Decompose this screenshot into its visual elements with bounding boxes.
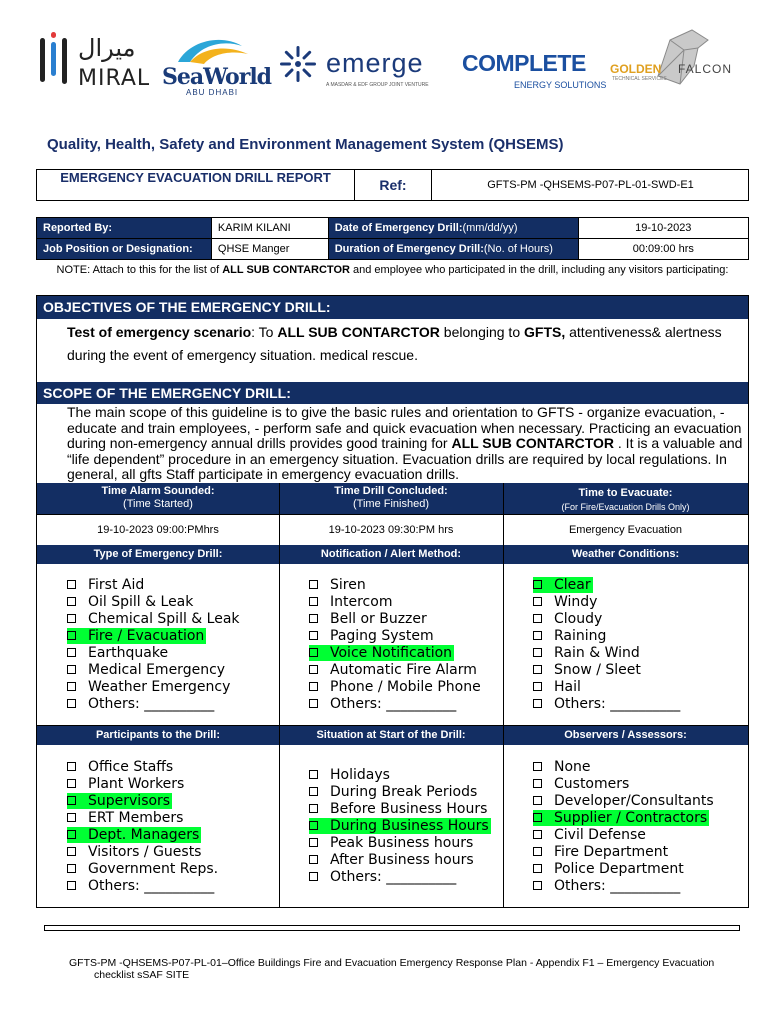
option-label: Raining [554, 628, 607, 644]
objectives-text-1: : To [251, 324, 278, 340]
option [309, 611, 427, 627]
option-label: Intercom [330, 594, 393, 610]
checkbox-icon[interactable] [67, 597, 76, 606]
checkbox-icon[interactable] [533, 864, 542, 873]
option-label: Oil Spill & Leak [88, 594, 194, 610]
option-label: Chemical Spill & Leak [88, 611, 240, 627]
option [533, 844, 668, 860]
checklist-item [533, 611, 680, 628]
option-label: Voice Notification [330, 645, 453, 661]
checklist-item [67, 827, 218, 844]
checkbox-icon[interactable] [67, 830, 76, 839]
option [309, 835, 473, 851]
checklist-item [309, 835, 491, 852]
table-row [37, 218, 749, 239]
checklist-item [67, 793, 218, 810]
checklist-item [67, 662, 240, 679]
option-label: Paging System [330, 628, 434, 644]
checklist-item [67, 577, 240, 594]
emerge-tagline: A MASDAR & EDF GROUP JOINT VENTURE [326, 82, 429, 88]
section1-header-row [37, 545, 748, 564]
option-label: Rain & Wind [554, 645, 640, 661]
checklist-item [533, 696, 680, 713]
checkbox-icon[interactable] [309, 631, 318, 640]
page-footer [69, 957, 739, 981]
checklist-item [309, 611, 481, 628]
seaworld-logo [160, 32, 272, 100]
checkbox-icon[interactable] [67, 779, 76, 788]
option-label: Civil Defense [554, 827, 646, 843]
checkbox-icon[interactable] [67, 881, 76, 890]
time-header-row [37, 483, 748, 514]
table-row [37, 239, 749, 260]
checklist-item [309, 645, 481, 662]
selected-option [533, 810, 709, 826]
footer-line-2: checklist sSAF SITE [94, 969, 190, 981]
checklist-item [533, 861, 714, 878]
option-label: None [554, 759, 591, 775]
option [309, 767, 390, 783]
complete-sub-text: ENERGY SOLUTIONS [514, 80, 607, 90]
option [67, 810, 183, 826]
selected-option [309, 645, 454, 661]
option [309, 594, 392, 610]
option-label: Supplier / Contractors [554, 810, 708, 826]
checklist-item [67, 776, 218, 793]
golden-text: GOLDEN [610, 62, 662, 76]
scope-text [67, 405, 743, 483]
seaworld-sub-text: ABU DHABI [186, 88, 239, 97]
checklist-item [309, 594, 481, 611]
objectives-text-3: attentiveness& alertness during the event of emergency situation. medical rescue. [67, 324, 722, 363]
observers-list [533, 759, 714, 895]
checkbox-icon[interactable] [533, 597, 542, 606]
option [533, 776, 629, 792]
falcon-sub-text: TECHNICAL SERVICES [612, 76, 667, 82]
checklist-item [533, 645, 680, 662]
miral-bars-icon [38, 32, 70, 90]
miral-logo [38, 28, 150, 94]
option-label: Holidays [330, 767, 390, 783]
duration-hint: (No. of Hours) [483, 243, 553, 255]
checklist-item [533, 844, 714, 861]
option-label: Office Staffs [88, 759, 174, 775]
checkbox-icon[interactable] [533, 796, 542, 805]
column-divider [503, 483, 504, 908]
option-label: Hail [554, 679, 581, 695]
option-label: During Business Hours [330, 818, 489, 834]
complete-logo [462, 46, 607, 96]
option-label: Medical Emergency [88, 662, 226, 678]
checklist-item [533, 810, 714, 827]
option-label: Before Business Hours [330, 801, 488, 817]
checklist-item [309, 662, 481, 679]
time-started-header [37, 485, 279, 511]
section2-header-row [37, 726, 748, 745]
note-bold: ALL SUB CONTARCTOR [222, 264, 350, 276]
checklist-item [67, 611, 240, 628]
time-evacuate-title: Time to Evacuate: [578, 487, 673, 499]
checkbox-icon[interactable] [309, 699, 318, 708]
objectives-bold-2: ALL SUB CONTARCTOR [277, 324, 440, 340]
checkbox-icon[interactable] [67, 614, 76, 623]
option [67, 861, 218, 877]
option-label: Government Reps. [88, 861, 219, 877]
option [533, 696, 680, 712]
option [309, 662, 477, 678]
option [533, 878, 680, 894]
objectives-text-2: belonging to [439, 324, 524, 340]
option-label: Others: __________ [88, 696, 215, 712]
checklist-item [533, 793, 714, 810]
checkbox-icon[interactable] [533, 779, 542, 788]
checklist-item [309, 869, 491, 886]
date-value: 19-10-2023 [578, 218, 748, 239]
option-label: After Business hours [330, 852, 474, 868]
checklist-item [533, 594, 680, 611]
drill-type-list [67, 577, 240, 713]
checklist-item [533, 878, 714, 895]
weather-list [533, 577, 680, 713]
option [533, 662, 641, 678]
checkbox-icon[interactable] [309, 821, 318, 830]
option-label: During Break Periods [330, 784, 478, 800]
option-label: First Aid [88, 577, 145, 593]
time-finished-title: Time Drill Concluded: [334, 485, 448, 497]
position-label: Job Position or Designation: [37, 239, 212, 260]
emerge-logo [278, 42, 428, 92]
checklist-item [533, 577, 680, 594]
participants-header: Participants to the Drill: [95, 729, 221, 741]
checkbox-icon[interactable] [67, 580, 76, 589]
checkbox-icon[interactable] [533, 614, 542, 623]
time-finished-value: 19-10-2023 09:30:PM hrs [328, 524, 454, 536]
option [533, 594, 597, 610]
checkbox-icon[interactable] [309, 665, 318, 674]
time-started-value: 19-10-2023 09:00:PMhrs [97, 524, 219, 536]
checkbox-icon[interactable] [67, 648, 76, 657]
date-label [328, 218, 578, 239]
note-text: NOTE: Attach to this for the list of [56, 264, 223, 276]
option-label: Others: __________ [330, 696, 457, 712]
checkbox-icon[interactable] [67, 796, 76, 805]
checkbox-icon[interactable] [309, 614, 318, 623]
note-text-2: and employee who participated in the drill, including any visitors participating: [349, 264, 729, 276]
checkbox-icon[interactable] [533, 665, 542, 674]
option [533, 827, 646, 843]
selected-option [533, 577, 593, 593]
option [67, 662, 225, 678]
checkbox-icon[interactable] [309, 770, 318, 779]
selected-option [67, 628, 206, 644]
footer-bar [44, 925, 740, 931]
checkbox-icon[interactable] [533, 631, 542, 640]
alert-method-header: Notification / Alert Method: [320, 548, 462, 560]
checklist-item [67, 594, 240, 611]
checklist-item [309, 577, 481, 594]
option-label: Supervisors [88, 793, 171, 809]
observers-header: Observers / Assessors: [564, 729, 687, 741]
time-finished-header [279, 485, 503, 511]
drill-type-header: Type of Emergency Drill: [93, 548, 223, 560]
scope-text-1: The main scope of this guideline is to give the basic rules and orientation to GFTS - organize evacuation, - educate and train employees, - perform safe and quick evacuation when necessary. Practicing an evacuation during non-emergency annual drills provides good training for [67, 404, 742, 451]
option-label: Others: __________ [330, 869, 457, 885]
time-evacuate-sub: (For Fire/Evacuation Drills Only) [561, 502, 690, 512]
checklist-item [309, 784, 491, 801]
option [67, 679, 230, 695]
duration-value: 00:09:00 hrs [578, 239, 748, 260]
footer-line-1: GFTS-PM -QHSEMS-P07-PL-01–Office Buildings Fire and Evacuation Emergency Response Plan - Appendix F1 – Emergency Evacuation [69, 957, 715, 969]
option [533, 679, 581, 695]
option-label: Weather Emergency [88, 679, 231, 695]
option-label: Police Department [554, 861, 684, 877]
time-evacuate-header [503, 486, 748, 514]
checklist-item [67, 679, 240, 696]
option-label: Developer/Consultants [554, 793, 714, 809]
checkbox-icon[interactable] [67, 847, 76, 856]
checkbox-icon[interactable] [533, 830, 542, 839]
alert-method-list [309, 577, 481, 713]
option [533, 611, 602, 627]
checklist-item [533, 776, 714, 793]
situation-header: Situation at Start of the Drill: [316, 729, 466, 741]
checklist-item [309, 767, 491, 784]
checkbox-icon[interactable] [533, 813, 542, 822]
checkbox-icon[interactable] [309, 648, 318, 657]
option [533, 793, 714, 809]
checklist-item [533, 679, 680, 696]
option [309, 784, 477, 800]
checklist-item [67, 810, 218, 827]
option [533, 628, 606, 644]
option [309, 869, 456, 885]
column-divider [279, 483, 280, 908]
option-label: Peak Business hours [330, 835, 474, 851]
option-label: Snow / Sleet [554, 662, 641, 678]
checklist-item [67, 861, 218, 878]
checkbox-icon[interactable] [533, 881, 542, 890]
checkbox-icon[interactable] [67, 864, 76, 873]
option-label: Automatic Fire Alarm [330, 662, 477, 678]
document-title: Quality, Health, Safety and Environment Management System (QHSEMS) [47, 136, 564, 153]
miral-text: MIRAL [78, 66, 151, 91]
time-row-divider [37, 514, 748, 515]
report-header [36, 169, 749, 201]
drill-details-box [36, 295, 749, 908]
situation-list [309, 767, 491, 886]
checklist-item [309, 696, 481, 713]
option-label: Windy [554, 594, 598, 610]
checkbox-icon[interactable] [67, 699, 76, 708]
checkbox-icon[interactable] [309, 804, 318, 813]
objectives-bold-1: Test of emergency scenario [67, 324, 252, 340]
checklist-item [309, 801, 491, 818]
position-value: QHSE Manger [211, 239, 328, 260]
checklist-item [533, 827, 714, 844]
option [67, 844, 201, 860]
checklist-item [67, 628, 240, 645]
option-label: ERT Members [88, 810, 184, 826]
report-title: EMERGENCY EVACUATION DRILL REPORT [37, 170, 355, 200]
scope-heading: SCOPE OF THE EMERGENCY DRILL: [37, 382, 748, 404]
date-hint: (mm/dd/yy) [462, 222, 518, 234]
option [309, 679, 481, 695]
participants-list [67, 759, 218, 895]
checklist-item [533, 628, 680, 645]
option-label: Plant Workers [88, 776, 185, 792]
seaworld-wave-icon [160, 32, 260, 66]
checkbox-icon[interactable] [309, 838, 318, 847]
reported-by-value: KARIM KILANI [211, 218, 328, 239]
checkbox-icon[interactable] [533, 762, 542, 771]
checkbox-icon[interactable] [309, 580, 318, 589]
time-evacuate-value: Emergency Evacuation [568, 524, 683, 536]
scope-text-2: . It is a valuable and “life dependent” procedure in an emergency situation. Evacuation drills are required by local regulations. In general, all gfts Staff participate in emergency evacuation drills. [67, 435, 743, 482]
checklist-item [309, 628, 481, 645]
option [67, 645, 168, 661]
seaworld-text: SeaWorld [162, 64, 272, 90]
checkbox-icon[interactable] [67, 631, 76, 640]
report-info-table [36, 217, 749, 260]
option [309, 801, 487, 817]
checkbox-icon[interactable] [309, 597, 318, 606]
time-finished-sub: (Time Finished) [353, 498, 429, 510]
option-label: Clear [554, 577, 591, 593]
option-label: Dept. Managers [88, 827, 200, 843]
date-label-text: Date of Emergency Drill: [334, 222, 463, 234]
miral-arabic-text: ميرال [78, 34, 136, 62]
option [309, 696, 456, 712]
checkbox-icon[interactable] [67, 682, 76, 691]
checkbox-icon[interactable] [533, 682, 542, 691]
option [533, 861, 684, 877]
checklist-item [67, 696, 240, 713]
objectives-heading: OBJECTIVES OF THE EMERGENCY DRILL: [37, 296, 748, 319]
checkbox-icon[interactable] [67, 813, 76, 822]
option [67, 759, 173, 775]
objectives-bold-3: GFTS, [524, 324, 566, 340]
selected-option [309, 818, 491, 834]
ref-value: GFTS-PM -QHSEMS-P07-PL-01-SWD-E1 [487, 179, 694, 191]
option [67, 776, 184, 792]
complete-text: COMPLETE [462, 50, 586, 76]
option [67, 594, 193, 610]
objectives-text [67, 321, 757, 367]
emerge-text: emerge [326, 48, 424, 78]
option [309, 577, 366, 593]
checkbox-icon[interactable] [533, 580, 542, 589]
checkbox-icon[interactable] [309, 872, 318, 881]
checklist-item [309, 679, 481, 696]
scope-bold: ALL SUB CONTARCTOR [451, 435, 615, 451]
reported-by-label: Reported By: [37, 218, 212, 239]
option-label: Others: __________ [554, 878, 681, 894]
checkbox-icon[interactable] [533, 847, 542, 856]
weather-header: Weather Conditions: [571, 548, 680, 560]
option [67, 611, 240, 627]
ref-label: Ref: [355, 170, 432, 200]
checklist-item [67, 759, 218, 776]
checkbox-icon[interactable] [533, 699, 542, 708]
checklist-item [309, 852, 491, 869]
option-label: Siren [330, 577, 366, 593]
golden-falcon-logo [610, 28, 760, 94]
option-label: Visitors / Guests [88, 844, 202, 860]
checklist-item [533, 662, 680, 679]
checklist-item [67, 844, 218, 861]
duration-label-text: Duration of Emergency Drill: [334, 243, 484, 255]
option-label: Fire Department [554, 844, 669, 860]
option [67, 878, 214, 894]
checklist-item [533, 759, 714, 776]
duration-label [328, 239, 578, 260]
option-label: Others: __________ [88, 878, 215, 894]
option-label: Fire / Evacuation [88, 628, 205, 644]
option-label: Bell or Buzzer [330, 611, 427, 627]
option-label: Earthquake [88, 645, 169, 661]
selected-option [67, 827, 201, 843]
checklist-item [67, 645, 240, 662]
option [309, 628, 434, 644]
checkbox-icon[interactable] [67, 665, 76, 674]
option [67, 696, 214, 712]
selected-option [67, 793, 172, 809]
option [533, 645, 640, 661]
attachment-note [36, 264, 749, 277]
option-label: Customers [554, 776, 630, 792]
checklist-item [67, 878, 218, 895]
checkbox-icon[interactable] [533, 648, 542, 657]
option-label: Cloudy [554, 611, 603, 627]
option [533, 759, 591, 775]
option-label: Others: __________ [554, 696, 681, 712]
falcon-text: FALCON [678, 62, 733, 76]
time-started-title: Time Alarm Sounded: [101, 485, 215, 497]
emerge-burst-icon [278, 44, 318, 84]
checkbox-icon[interactable] [67, 762, 76, 771]
time-started-sub: (Time Started) [123, 498, 193, 510]
option [309, 852, 474, 868]
option [67, 577, 144, 593]
checklist-item [309, 818, 491, 835]
checkbox-icon[interactable] [309, 682, 318, 691]
checkbox-icon[interactable] [309, 787, 318, 796]
option-label: Phone / Mobile Phone [330, 679, 481, 695]
checkbox-icon[interactable] [309, 855, 318, 864]
